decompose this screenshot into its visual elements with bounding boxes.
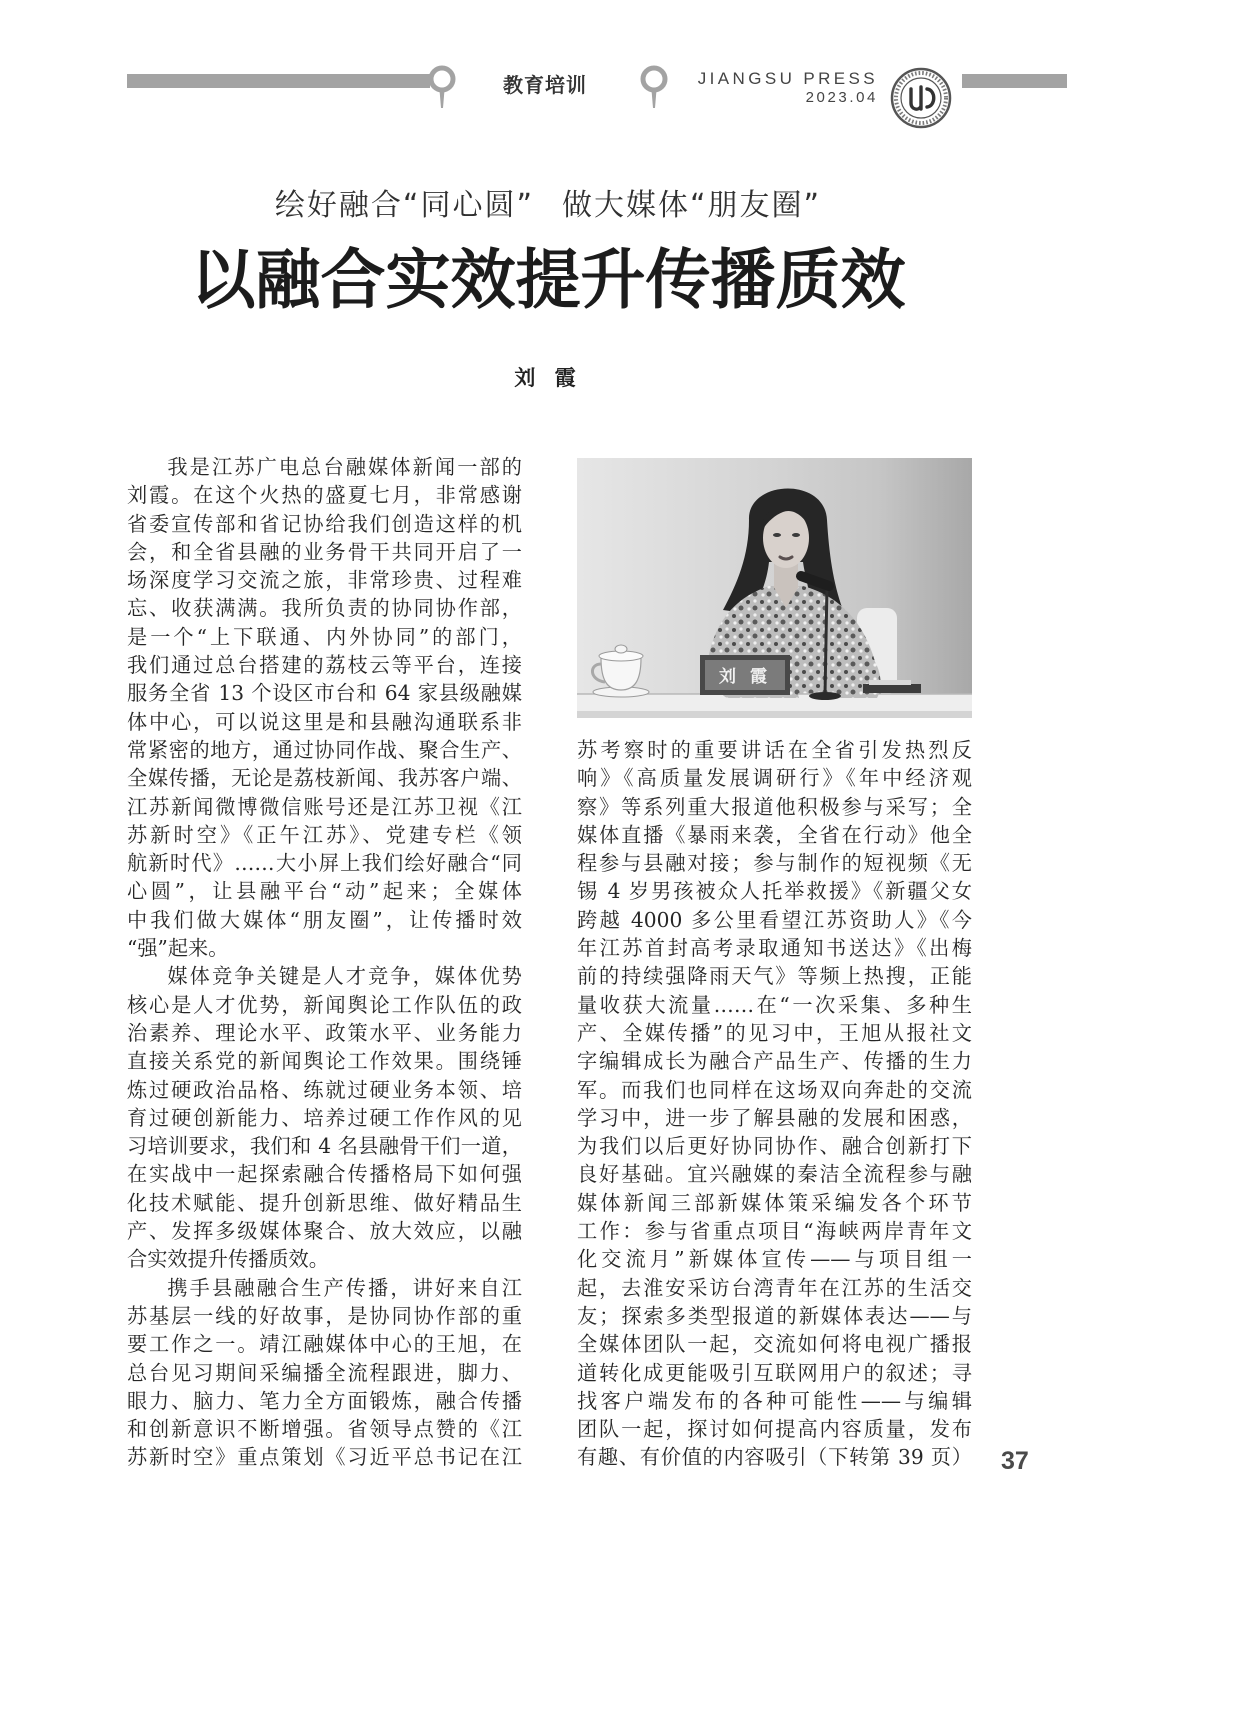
header-rule-left: [127, 74, 430, 88]
text-line: 年江苏首封高考录取通知书送达》《出梅: [577, 936, 972, 961]
article-paragraph: [127, 453, 522, 962]
text-line: 携手县融融合生产传播，讲好来自江: [167, 1275, 522, 1300]
text-line: 化交流月”新媒体宣传——与项目组一: [577, 1247, 972, 1272]
text-line: 苏新时空》《正午江苏》、党建专栏《领: [127, 822, 522, 847]
text-line: 媒体直播《暴雨来袭，全省在行动》他全: [577, 822, 972, 847]
nameplate-text: 刘 霞: [719, 667, 771, 687]
text-line: 要工作之一。靖江融媒体中心的王旭，在: [127, 1332, 522, 1357]
text-line: 核心是人才优势，新闻舆论工作队伍的政: [127, 992, 522, 1017]
page-number: 37: [1001, 1447, 1029, 1475]
text-line: 苏考察时的重要讲话在全省引发热烈反: [577, 738, 972, 762]
text-line: 媒体新闻三部新媒体策采编发各个环节: [577, 1190, 972, 1215]
author-speaking-photo: [577, 458, 972, 718]
text-line: 总台见习期间采编播全流程跟进，脚力、: [127, 1360, 522, 1385]
text-line: 治素养、理论水平、政策水平、业务能力: [127, 1020, 522, 1045]
text-line: 产、发挥多级媒体聚合、放大效应，以融: [127, 1219, 522, 1244]
text-line: 跨越 4000 多公里看望江苏资助人》《今: [577, 907, 972, 932]
text-line: 学习中，进一步了解县融的发展和困惑，: [577, 1105, 972, 1130]
text-line: 有趣、有价值的内容吸引（下转第 39 页）: [577, 1445, 972, 1470]
text-line: 省委宣传部和省记协给我们创造这样的机: [127, 511, 522, 536]
left-column: [127, 453, 522, 1472]
text-line: 我是江苏广电总台融媒体新闻一部的: [167, 455, 522, 479]
header-rule-right: [962, 74, 1067, 88]
text-line: 刘霞。在这个火热的盛夏七月，非常感谢: [127, 483, 522, 508]
text-line: 苏新时空》重点策划《习近平总书记在江: [127, 1445, 522, 1470]
text-line: 前的持续强降雨天气》等频上热搜，正能: [577, 964, 972, 989]
text-line: 常紧密的地方，通过协同作战、聚合生产、: [127, 737, 522, 762]
text-line: 为我们以后更好协同协作、融合创新打下: [577, 1134, 972, 1159]
text-line: 江苏新闻微博微信账号还是江苏卫视《江: [127, 794, 522, 819]
text-line: 化技术赋能、提升创新思维、做好精品生: [127, 1190, 522, 1215]
text-line: 中我们做大媒体“朋友圈”，让传播时效: [127, 907, 522, 932]
subtitle-part-1: 绘好融合“同心圆”: [274, 188, 534, 223]
text-line: 我们通过总台搭建的荔枝云等平台，连接: [127, 653, 522, 678]
text-line: 场深度学习交流之旅，非常珍贵、过程难: [127, 568, 522, 593]
text-line: 习培训要求，我们和 4 名县融骨干们一道，: [127, 1134, 522, 1159]
text-line: 量收获大流量……在“一次采集、多种生: [577, 992, 972, 1017]
text-line: 道转化成更能吸引互联网用户的叙述；寻: [577, 1360, 972, 1385]
article-paragraph: [127, 1274, 522, 1472]
text-line: 响》《高质量发展调研行》《年中经济观: [577, 766, 972, 791]
publication-name: JIANGSU PRESS: [697, 69, 878, 88]
text-line: 眼力、脑力、笔力全方面锻炼，融合传播: [127, 1388, 522, 1413]
subtitle-part-2: 做大媒体“朋友圈”: [562, 188, 822, 223]
text-line: 服务全省 13 个设区市台和 64 家县级融媒: [127, 681, 522, 706]
text-line: 良好基础。宜兴融媒的秦洁全流程参与融: [577, 1162, 972, 1187]
text-line: 忘、收获满满。我所负责的协同协作部，: [127, 596, 522, 621]
text-line: 找客户端发布的各种可能性——与编辑: [577, 1388, 972, 1413]
text-line: 全媒体团队一起，交流如何将电视广播报: [577, 1332, 972, 1357]
text-line: 团队一起，探讨如何提高内容质量，发布: [577, 1417, 972, 1442]
text-line: 军。而我们也同样在这场双向奔赴的交流: [577, 1077, 972, 1102]
article-paragraph: [127, 962, 522, 1273]
text-line: 锡 4 岁男孩被众人托举救援》《新疆父女: [577, 879, 972, 904]
map-pin-icon: [638, 62, 670, 110]
text-line: 体中心，可以说这里是和县融沟通联系非: [127, 709, 522, 734]
text-line: 起，去淮安采访台湾青年在江苏的生活交: [577, 1275, 972, 1300]
text-line: 友；探索多类型报道的新媒体表达——与: [577, 1303, 972, 1328]
text-line: 苏基层一线的好故事，是协同协作部的重: [127, 1303, 522, 1328]
text-line: 是一个“上下联通、内外协同”的部门，: [127, 624, 522, 649]
text-line: 直接关系党的新闻舆论工作效果。围绕锤: [127, 1049, 522, 1074]
text-line: 察》等系列重大报道他积极参与采写；全: [577, 794, 972, 819]
text-line: 炼过硬政治品格、练就过硬业务本领、培: [127, 1077, 522, 1102]
article-subtitle: [148, 186, 948, 226]
text-line: 心圆”，让县融平台“动”起来；全媒体: [127, 879, 522, 904]
text-line: 合实效提升传播质效。: [127, 1247, 329, 1272]
text-line: 工作：参与省重点项目“海峡两岸青年文: [577, 1219, 972, 1244]
article-paragraph: [577, 736, 972, 1472]
association-seal-logo-icon: [889, 66, 953, 130]
map-pin-icon: [426, 62, 458, 110]
text-line: 育过硬创新能力、培养过硬工作作风的见: [127, 1105, 522, 1130]
text-line: 在实战中一起探索融合传播格局下如何强: [127, 1162, 522, 1187]
text-line: 全媒传播，无论是荔枝新闻、我苏客户端、: [127, 766, 522, 791]
text-line: 会，和全省县融的业务骨干共同开启了一: [127, 539, 522, 564]
text-line: 媒体竞争关键是人才竞争，媒体优势: [167, 964, 522, 989]
text-line: 和创新意识不断增强。省领导点赞的《江: [127, 1417, 522, 1442]
section-label: 教育培训: [503, 73, 587, 97]
text-line: 航新时代》……大小屏上我们绘好融合“同: [127, 851, 522, 876]
article-title: 以融合实效提升传播质效: [190, 243, 906, 318]
text-line: 产、全媒传播”的见习中，王旭从报社文: [577, 1020, 972, 1045]
text-line: 程参与县融对接；参与制作的短视频《无: [577, 851, 972, 876]
text-line: 字编辑成长为融合产品生产、传播的生力: [577, 1049, 972, 1074]
right-column: [577, 736, 972, 1472]
issue-date: 2023.04: [805, 89, 878, 106]
author-byline: 刘 霞: [514, 366, 582, 390]
text-line: “强”起来。: [127, 936, 229, 961]
